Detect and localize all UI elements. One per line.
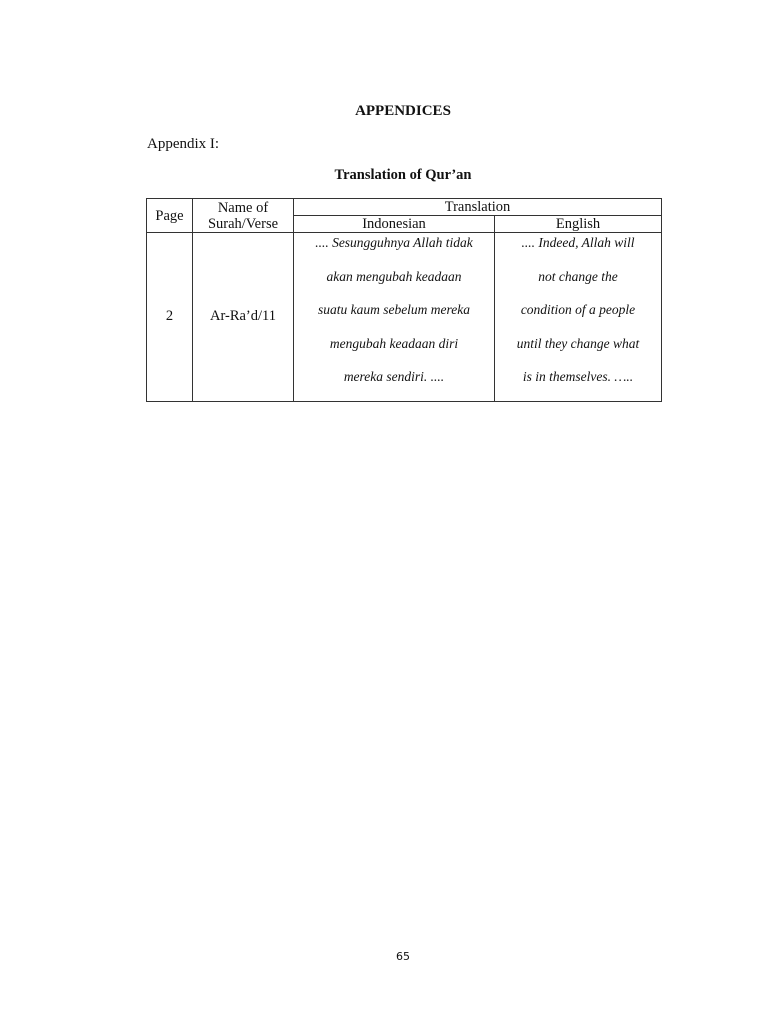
page-number: 65: [396, 950, 410, 963]
english-line: not change the: [538, 268, 618, 284]
translation-table: [146, 198, 662, 402]
indonesian-line: suatu kaum sebelum mereka: [317, 302, 471, 318]
indonesian-line: mengubah keadaan diri: [329, 335, 459, 351]
page-heading: APPENDICES: [355, 103, 451, 119]
table-title: Translation of Qur’an: [334, 167, 472, 183]
cell-surah: Ar-Ra’d/11: [193, 233, 294, 402]
cell-page: 2: [147, 233, 193, 402]
appendix-label: Appendix I:: [147, 136, 220, 152]
cell-indonesian: [294, 233, 495, 402]
indonesian-line: .... Sesungguhnya Allah tidak: [315, 235, 473, 250]
english-line: is in themselves. …..: [522, 369, 634, 385]
cell-english: [495, 233, 662, 402]
header-surah: [193, 199, 294, 233]
header-translation: Translation: [294, 199, 662, 216]
table-row: [147, 233, 662, 402]
english-line: until they change what: [516, 335, 640, 351]
english-line: .... Indeed, Allah will: [521, 235, 635, 250]
header-english: English: [495, 216, 662, 233]
header-indonesian: Indonesian: [294, 216, 495, 233]
indonesian-line: akan mengubah keadaan: [326, 268, 462, 284]
header-surah-line1: Name of: [217, 199, 269, 216]
english-line: condition of a people: [520, 302, 636, 318]
header-surah-line2: Surah/Verse: [207, 215, 279, 232]
indonesian-line: mereka sendiri. ....: [343, 369, 445, 385]
header-page: Page: [147, 199, 193, 233]
